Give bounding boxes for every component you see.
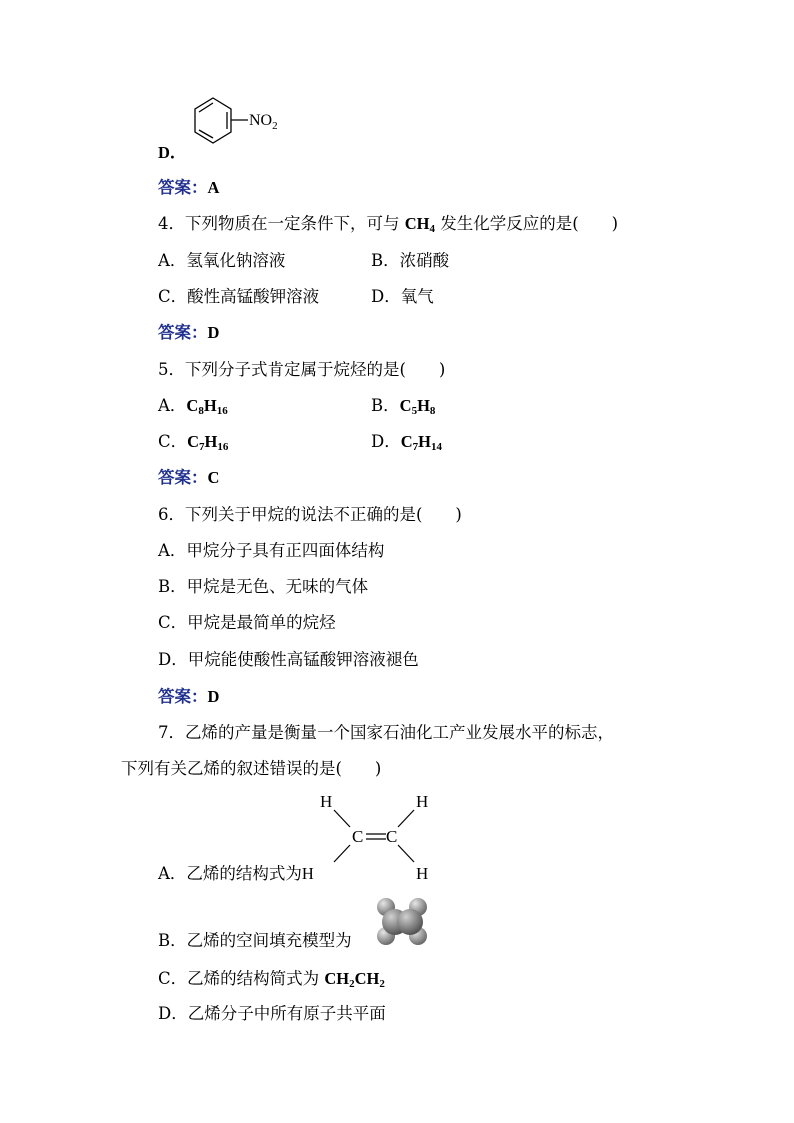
svg-text:H: H: [416, 792, 429, 811]
svg-text:H: H: [416, 864, 429, 883]
q4-answer: 答案：D: [158, 323, 220, 342]
nitrobenzene-structure: [186, 92, 296, 162]
q5-option-a: A．$C_8H_{16}$: [158, 396, 228, 417]
q6-option-b: B．甲烷是无色、无味的气体: [158, 577, 369, 596]
q6-answer: 答案：D: [158, 687, 220, 706]
q6-option-c: C．甲烷是最简单的烷烃: [158, 613, 336, 632]
q3-answer: 答案：A: [158, 178, 220, 197]
q4-option-d: D．氧气: [371, 287, 434, 306]
svg-text:C: C: [352, 827, 364, 846]
svg-text:H: H: [320, 792, 333, 811]
q4-option-c: C．酸性高锰酸钾溶液: [158, 287, 320, 306]
q6-stem: 6．下列关于甲烷的说法不正确的是( ): [158, 505, 462, 524]
q5-option-b: B．$C_5H_8$: [371, 396, 436, 417]
q6-option-a: A．甲烷分子具有正四面体结构: [158, 541, 385, 560]
q5-option-c: C．$C_7H_{16}$: [158, 432, 229, 453]
ethylene-structural-formula: [316, 790, 446, 886]
q7-stem-line1: 7．乙烯的产量是衡量一个国家石油化工产业发展水平的标志，: [158, 723, 614, 742]
q7-option-b: B．乙烯的空间填充模型为: [158, 931, 352, 950]
q7-option-a: A．乙烯的结构式为H: [158, 864, 314, 883]
q5-option-d: D．$C_7H_{14}$: [371, 432, 442, 453]
q4-option-a: A．氢氧化钠溶液: [158, 251, 286, 270]
svg-text:C: C: [386, 827, 398, 846]
q3-option-d-label: D．: [158, 143, 187, 162]
q4-option-b: B．浓硝酸: [371, 251, 450, 270]
q7-option-d: D．乙烯分子中所有原子共平面: [158, 1004, 386, 1023]
q5-stem: 5．下列分子式肯定属于烷烃的是( ): [158, 360, 446, 379]
q7-stem-line2: 下列有关乙烯的叙述错误的是( ): [121, 759, 382, 778]
nitro-group-label: $NO_2$: [249, 112, 278, 132]
ethylene-space-filling-model: [374, 896, 434, 948]
q5-answer: 答案：C: [158, 468, 220, 487]
q4-stem: 4．下列物质在一定条件下，可与 $CH_4$ 发生化学反应的是( ): [158, 214, 619, 235]
q6-option-d: D．甲烷能使酸性高锰酸钾溶液褪色: [158, 650, 419, 669]
q7-option-c: C．乙烯的结构简式为 $CH_2CH_2$: [158, 969, 385, 990]
